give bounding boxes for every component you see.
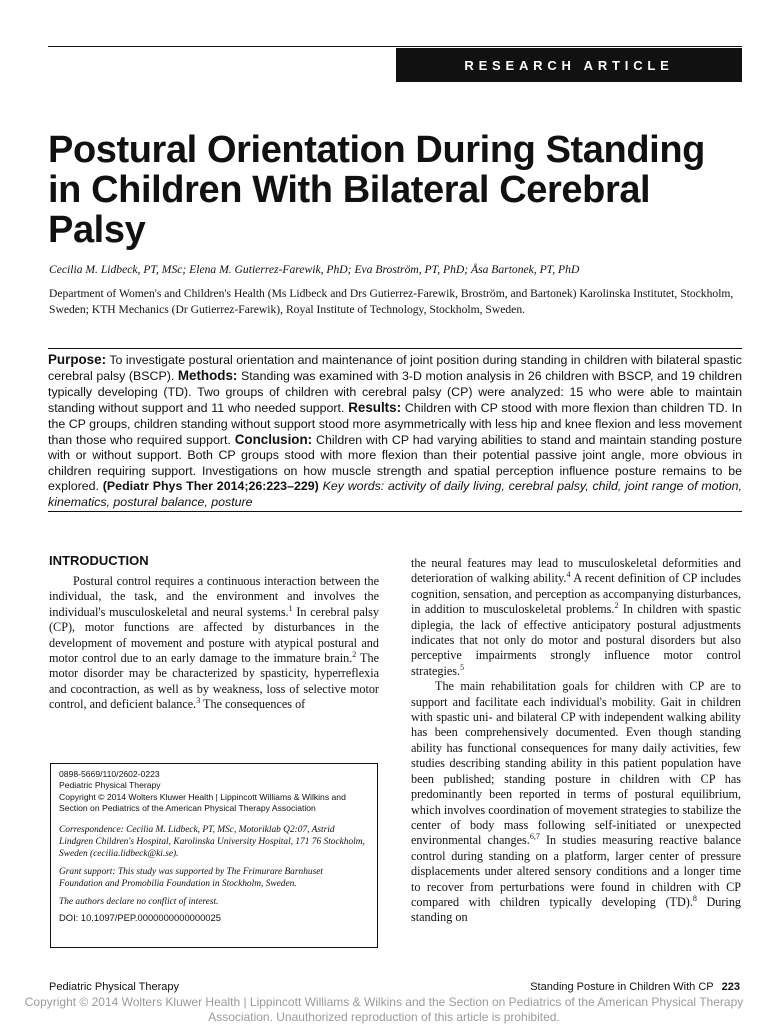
- text-run: Postural control requires a continuous interaction between the individual, the task, and the environment and involves the individual's musculoskeletal and neural systems.: [49, 574, 379, 619]
- abstract-methods: Standing was examined with 3-D motion analysis in 26 children with BSCP, and 19 children typically developing (TD). Two groups of children with cerebral palsy (CP) were analyzed: 15 who were able to maintain standing without support and 11 who needed support.: [48, 369, 742, 416]
- text-run: In cerebral palsy (CP), motor functions are affected by disturbances in the development of movement and posture with atypical postural and motor control due to an early damage to the immature brain.: [49, 604, 379, 666]
- left-column: [49, 574, 379, 713]
- abstract-methods-label: Methods:: [177, 368, 238, 384]
- article-type-banner: RESEARCH ARTICLE: [396, 48, 742, 82]
- reference-marker: 4: [566, 570, 571, 580]
- running-title: Standing Posture in Children With CP: [530, 981, 714, 993]
- text-run: The main rehabilitation goals for children with CP are to support and facilitate each individual's mobility. Gait in children with spastic uni- and bilateral CP with independent walking ability has been comprehensively documented. Even though standing ability has functional consequences for many daily activities, few studies describing standing ability in this patient population have been published; standing posture in children with CP has predominantly been reported in terms of postural equilibrium, which involves coordination of movement strategies to stabilize the center of body mass following self-initiated or unexpected environmental changes.: [411, 679, 741, 848]
- section-heading-introduction: INTRODUCTION: [49, 553, 149, 568]
- affiliation: Department of Women's and Children's Health (Ms Lidbeck and Drs Gutierrez-Farewik, Broström, and Bartonek) Karolinska Institutet, Stockholm, Sweden; KTH Mechanics (Dr Gutierrez-Farewik), Royal Institute of Technology, Stockholm, Sweden.: [49, 287, 734, 316]
- text-run: The consequences of: [200, 697, 306, 712]
- right-column: [411, 556, 741, 926]
- abstract-conclusion-label: Conclusion:: [234, 432, 313, 448]
- body-paragraph: [411, 556, 741, 679]
- article-title: Postural Orientation During Standing in Children With Bilateral Cerebral Palsy: [48, 129, 705, 251]
- abstract: [48, 348, 742, 512]
- intro-paragraph: [49, 574, 379, 713]
- text-run: In studies measuring reactive balance control during standing on a platform, larger center of pressure displacements under altered sensory conditions and a longer time to recover from perturbations were found in children with CP compared with children typically developing (TD).: [411, 833, 741, 909]
- copyright-line: Copyright © 2014 Wolters Kluwer Health | Lippincott Williams & Wilkins and Section on Pediatrics of the American Physical Therapy Association: [59, 791, 346, 814]
- footer-journal: Pediatric Physical Therapy: [49, 981, 180, 993]
- footer-running-title: [530, 981, 740, 993]
- top-rule: [48, 46, 742, 47]
- reference-marker: 3: [196, 696, 201, 706]
- page-number: 223: [721, 981, 740, 993]
- reference-marker: 1: [288, 603, 293, 613]
- conflict-statement: The authors declare no conflict of interest.: [59, 896, 219, 907]
- abstract-keywords: Key words: activity of daily living, cerebral palsy, child, joint range of motion, kinematics, postural balance, posture: [48, 479, 742, 509]
- body-paragraph: [411, 679, 741, 926]
- article-info-box: [50, 763, 378, 948]
- abstract-purpose-label: Purpose:: [48, 352, 107, 367]
- issn: 0898-5669/110/2602-0223: [59, 769, 160, 779]
- reference-marker: 8: [692, 893, 697, 903]
- text-run: In children with spastic diplegia, the lack of effective anticipatory postural adjustments indicates that not only do motor and postural disorders but also perceptive impairments strongly influence motor control strategies.: [411, 602, 741, 678]
- abstract-purpose: To investigate postural orientation and maintenance of joint position during standing in children with bilateral spastic cerebral palsy (BSCP).: [48, 353, 742, 384]
- reference-marker: 6,7: [529, 832, 540, 842]
- reference-marker: 2: [614, 601, 619, 611]
- author-list: Cecilia M. Lidbeck, PT, MSc; Elena M. Gutierrez-Farewik, PhD; Eva Broström, PT, PhD; Åsa Bartonek, PT, PhD: [49, 263, 580, 276]
- copyright-notice: Copyright © 2014 Wolters Kluwer Health | Lippincott Williams & Wilkins and the Section on Pediatrics of the American Physical Therapy Association. Unauthorized reproduction of this article is prohibited.: [24, 995, 744, 1024]
- text-run: The motor disorder may be characterized by spasticity, hyperreflexia and cocontraction, as well as by weakness, loss of selective motor control, and deficient balance.: [49, 651, 379, 712]
- correspondence: Correspondence: Cecilia M. Lidbeck, PT, MSc, Motoriklab Q2:07, Astrid Lindgren Children's Hospital, Karolinska University Hospital, 171 76 Stockholm, Sweden (cecilia.lidbeck@ki.se).: [59, 824, 365, 860]
- doi[interactable]: DOI: 10.1097/PEP.0000000000000025: [59, 911, 221, 923]
- journal-name: Pediatric Physical Therapy: [59, 780, 161, 791]
- reference-marker: 2: [352, 649, 357, 659]
- text-run: the neural features may lead to musculoskeletal deformities and deterioration of walking ability.: [411, 556, 741, 586]
- abstract-results: Children with CP stood with more flexion than children TD. In the CP groups, children standing without support stood more asymmetrically with less hip and knee flexion and less movement than those who required support.: [48, 401, 742, 448]
- text-run: During standing on: [411, 894, 742, 925]
- text-run: A recent definition of CP includes cognition, sensation, and perception as accompanying disturbances, in addition to musculoskeletal problems.: [411, 571, 741, 617]
- abstract-conclusion: Children with CP had varying abilities to stand and maintain standing posture with or without support. Both CP groups stood with more flexion than their potential passive joint angle, more obvious in children requiring support. Investigations on how muscle strength and spatial perception influence posture remains to be explored.: [48, 433, 742, 494]
- abstract-citation: (Pediatr Phys Ther 2014;26:223–229): [102, 479, 319, 494]
- abstract-results-label: Results:: [348, 400, 402, 416]
- reference-marker: 5: [460, 662, 465, 672]
- grant-support: Grant support: This study was supported by The Frimurare Barnhuset Foundation and Promobilia Foundation in Stockholm, Sweden.: [59, 867, 323, 890]
